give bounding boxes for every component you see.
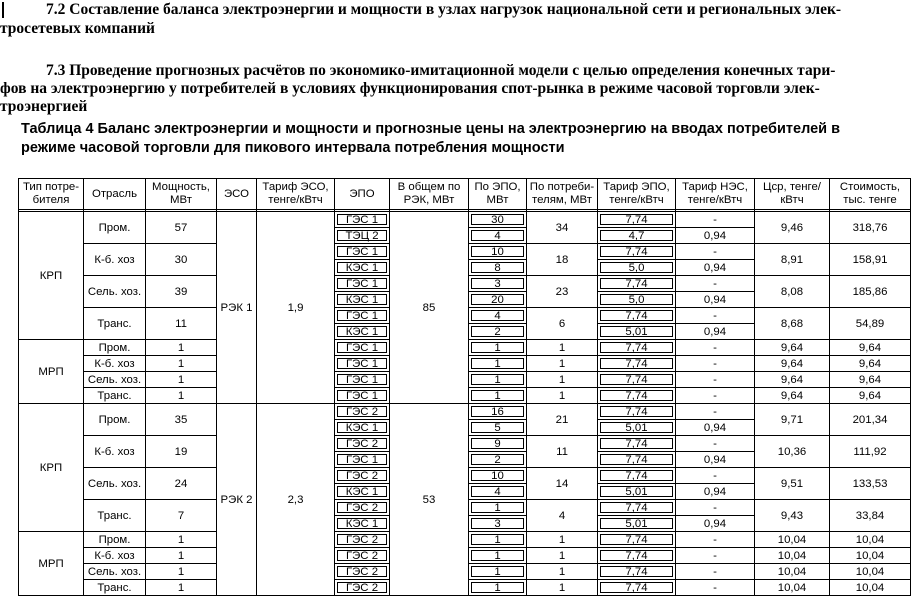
epo-cell: ГЭС 1 <box>335 340 390 356</box>
consumers-cell: 1 <box>527 340 598 356</box>
by-epo-cell: 8 <box>469 260 527 276</box>
industry-cell: К-б. хоз <box>84 548 146 564</box>
industry-cell: Сель. хоз. <box>84 468 146 500</box>
by-epo-cell: 1 <box>469 580 527 596</box>
cost-cell: 111,92 <box>830 436 911 468</box>
consumer-type-mrp: МРП <box>19 532 84 596</box>
industry-cell: Пром. <box>84 532 146 548</box>
epo-cell: ГЭС 1 <box>335 276 390 292</box>
tariff-nes-cell: - <box>676 388 755 404</box>
consumers-cell: 34 <box>527 212 598 244</box>
tariff-nes-cell: - <box>676 308 755 324</box>
by-epo-cell: 1 <box>469 340 527 356</box>
tariff-epo-cell: 5,01 <box>598 420 676 436</box>
consumers-cell: 1 <box>527 548 598 564</box>
consumer-type-mrp: МРП <box>19 340 84 404</box>
tariff-nes-cell: - <box>676 436 755 452</box>
avg-price-cell: 10,04 <box>755 548 830 564</box>
rek-total-cell: 53 <box>390 404 469 596</box>
tariff-nes-cell: - <box>676 500 755 516</box>
by-epo-cell: 2 <box>469 452 527 468</box>
epo-cell: ГЭС 1 <box>335 212 390 228</box>
cost-cell: 9,64 <box>830 372 911 388</box>
epo-cell: ТЭЦ 2 <box>335 228 390 244</box>
power-cell: 57 <box>146 212 217 244</box>
by-epo-cell: 1 <box>469 548 527 564</box>
consumers-cell: 18 <box>527 244 598 276</box>
power-cell: 1 <box>146 372 217 388</box>
consumers-cell: 23 <box>527 276 598 308</box>
industry-cell: Пром. <box>84 404 146 436</box>
epo-cell: ГЭС 1 <box>335 372 390 388</box>
consumer-type-krp: КРП <box>19 404 84 532</box>
tariff-nes-cell: - <box>676 468 755 484</box>
tariff-nes-cell: - <box>676 580 755 596</box>
tariff-epo-cell: 7,74 <box>598 404 676 420</box>
tariff-epo-cell: 4,7 <box>598 228 676 244</box>
tariff-nes-cell: 0,94 <box>676 324 755 340</box>
tariff-epo-cell: 5,0 <box>598 292 676 308</box>
tariff-epo-cell: 7,74 <box>598 436 676 452</box>
eso-tariff-cell: 2,3 <box>257 404 335 596</box>
power-cell: 19 <box>146 436 217 468</box>
tariff-nes-cell: - <box>676 548 755 564</box>
epo-cell: КЭС 1 <box>335 292 390 308</box>
avg-price-cell: 9,43 <box>755 500 830 532</box>
tariff-epo-cell: 7,74 <box>598 564 676 580</box>
power-cell: 1 <box>146 356 217 372</box>
by-epo-cell: 20 <box>469 292 527 308</box>
consumers-cell: 14 <box>527 468 598 500</box>
table-header-row <box>19 179 911 210</box>
cost-cell: 33,84 <box>830 500 911 532</box>
tariff-nes-cell: - <box>676 212 755 228</box>
balance-table <box>18 178 911 596</box>
avg-price-cell: 8,08 <box>755 276 830 308</box>
table-row <box>19 212 911 228</box>
epo-cell: ГЭС 1 <box>335 388 390 404</box>
eso-cell: РЭК 1 <box>217 212 257 404</box>
cost-cell: 10,04 <box>830 532 911 548</box>
consumer-type-krp: КРП <box>19 212 84 340</box>
tariff-epo-cell: 5,01 <box>598 484 676 500</box>
table-row <box>19 404 911 420</box>
epo-cell: ГЭС 2 <box>335 468 390 484</box>
tariff-epo-cell: 7,74 <box>598 500 676 516</box>
consumers-cell: 1 <box>527 564 598 580</box>
consumers-cell: 1 <box>527 580 598 596</box>
column-header: Мощность, МВт <box>146 179 217 210</box>
power-cell: 1 <box>146 564 217 580</box>
by-epo-cell: 5 <box>469 420 527 436</box>
epo-cell: КЭС 1 <box>335 484 390 500</box>
power-cell: 30 <box>146 244 217 276</box>
tariff-nes-cell: 0,94 <box>676 420 755 436</box>
power-cell: 39 <box>146 276 217 308</box>
tariff-epo-cell: 7,74 <box>598 212 676 228</box>
power-cell: 1 <box>146 548 217 564</box>
cost-cell: 185,86 <box>830 276 911 308</box>
tariff-epo-cell: 7,74 <box>598 244 676 260</box>
power-cell: 24 <box>146 468 217 500</box>
cost-cell: 158,91 <box>830 244 911 276</box>
power-cell: 1 <box>146 340 217 356</box>
power-cell: 1 <box>146 580 217 596</box>
tariff-epo-cell: 7,74 <box>598 548 676 564</box>
section-heading-7-3-cont: фов на электроэнергию у потребителей в условиях функционирования спот-рынка в режиме часовой торговли элек- <box>0 80 820 97</box>
cost-cell: 9,64 <box>830 356 911 372</box>
by-epo-cell: 16 <box>469 404 527 420</box>
tariff-epo-cell: 7,74 <box>598 356 676 372</box>
industry-cell: Сель. хоз. <box>84 564 146 580</box>
consumers-cell: 11 <box>527 436 598 468</box>
consumers-cell: 1 <box>527 356 598 372</box>
tariff-epo-cell: 7,74 <box>598 468 676 484</box>
by-epo-cell: 1 <box>469 500 527 516</box>
cost-cell: 10,04 <box>830 564 911 580</box>
column-header: По ЭПО, МВт <box>469 179 527 210</box>
cost-cell: 318,76 <box>830 212 911 244</box>
cost-cell: 10,04 <box>830 548 911 564</box>
by-epo-cell: 4 <box>469 484 527 500</box>
tariff-nes-cell: 0,94 <box>676 484 755 500</box>
tariff-epo-cell: 7,74 <box>598 532 676 548</box>
cost-cell: 201,34 <box>830 404 911 436</box>
epo-cell: ГЭС 2 <box>335 436 390 452</box>
column-header: По потреби-телям, МВт <box>527 179 598 210</box>
by-epo-cell: 10 <box>469 468 527 484</box>
industry-cell: Транс. <box>84 308 146 340</box>
tariff-nes-cell: - <box>676 564 755 580</box>
power-cell: 11 <box>146 308 217 340</box>
tariff-nes-cell: 0,94 <box>676 260 755 276</box>
consumers-cell: 1 <box>527 388 598 404</box>
industry-cell: К-б. хоз <box>84 436 146 468</box>
epo-cell: ГЭС 2 <box>335 580 390 596</box>
avg-price-cell: 8,68 <box>755 308 830 340</box>
consumers-cell: 6 <box>527 308 598 340</box>
column-header: Тариф ЭПО, тенге/кВтч <box>598 179 676 210</box>
consumers-cell: 21 <box>527 404 598 436</box>
tariff-epo-cell: 7,74 <box>598 388 676 404</box>
avg-price-cell: 9,64 <box>755 372 830 388</box>
by-epo-cell: 4 <box>469 308 527 324</box>
column-header: Отрасль <box>84 179 146 210</box>
by-epo-cell: 1 <box>469 532 527 548</box>
epo-cell: ГЭС 1 <box>335 356 390 372</box>
epo-cell: ГЭС 1 <box>335 308 390 324</box>
industry-cell: Транс. <box>84 388 146 404</box>
power-cell: 7 <box>146 500 217 532</box>
power-cell: 1 <box>146 532 217 548</box>
column-header: Тариф НЭС, тенге/кВтч <box>676 179 755 210</box>
cost-cell: 9,64 <box>830 340 911 356</box>
column-header: ЭПО <box>335 179 390 210</box>
power-cell: 35 <box>146 404 217 436</box>
section-heading-7-2: 7.2 Составление баланса электроэнергии и мощности в узлах нагрузок национальной сети и региональных элек- <box>46 1 842 18</box>
table-caption-line2: режиме часовой торговли для пикового интервала потребления мощности <box>21 140 565 156</box>
tariff-nes-cell: - <box>676 532 755 548</box>
by-epo-cell: 3 <box>469 276 527 292</box>
avg-price-cell: 9,71 <box>755 404 830 436</box>
tariff-nes-cell: 0,94 <box>676 292 755 308</box>
section-heading-7-2-cont: тросетевых компаний <box>0 20 155 37</box>
epo-cell: КЭС 1 <box>335 260 390 276</box>
column-header: Цср, тенге/кВтч <box>755 179 830 210</box>
cost-cell: 10,04 <box>830 580 911 596</box>
tariff-nes-cell: - <box>676 372 755 388</box>
tariff-nes-cell: 0,94 <box>676 452 755 468</box>
column-header: ЭСО <box>217 179 257 210</box>
industry-cell: Пром. <box>84 340 146 356</box>
epo-cell: ГЭС 2 <box>335 500 390 516</box>
by-epo-cell: 1 <box>469 388 527 404</box>
epo-cell: ГЭС 1 <box>335 244 390 260</box>
by-epo-cell: 2 <box>469 324 527 340</box>
cost-cell: 54,89 <box>830 308 911 340</box>
tariff-epo-cell: 7,74 <box>598 308 676 324</box>
by-epo-cell: 3 <box>469 516 527 532</box>
avg-price-cell: 10,04 <box>755 564 830 580</box>
by-epo-cell: 1 <box>469 372 527 388</box>
industry-cell: К-б. хоз <box>84 356 146 372</box>
by-epo-cell: 10 <box>469 244 527 260</box>
epo-cell: ГЭС 2 <box>335 404 390 420</box>
tariff-nes-cell: 0,94 <box>676 516 755 532</box>
tariff-epo-cell: 5,01 <box>598 324 676 340</box>
avg-price-cell: 10,04 <box>755 532 830 548</box>
avg-price-cell: 8,91 <box>755 244 830 276</box>
table-caption-line1: Таблица 4 Баланс электроэнергии и мощности и прогнозные цены на электроэнергию на вводах потребителей в <box>21 121 841 137</box>
tariff-epo-cell: 7,74 <box>598 372 676 388</box>
column-header: Стоимость, тыс. тенге <box>830 179 911 210</box>
tariff-epo-cell: 7,74 <box>598 340 676 356</box>
consumers-cell: 4 <box>527 500 598 532</box>
by-epo-cell: 1 <box>469 356 527 372</box>
industry-cell: Транс. <box>84 500 146 532</box>
epo-cell: ГЭС 2 <box>335 532 390 548</box>
by-epo-cell: 30 <box>469 212 527 228</box>
avg-price-cell: 9,51 <box>755 468 830 500</box>
column-header: В общем по РЭК, МВт <box>390 179 469 210</box>
eso-tariff-cell: 1,9 <box>257 212 335 404</box>
column-header: Тариф ЭСО, тенге/кВтч <box>257 179 335 210</box>
epo-cell: КЭС 1 <box>335 516 390 532</box>
industry-cell: Сель. хоз. <box>84 372 146 388</box>
by-epo-cell: 4 <box>469 228 527 244</box>
tariff-epo-cell: 5,0 <box>598 260 676 276</box>
industry-cell: Сель. хоз. <box>84 276 146 308</box>
epo-cell: КЭС 1 <box>335 420 390 436</box>
tariff-epo-cell: 5,01 <box>598 516 676 532</box>
power-cell: 1 <box>146 388 217 404</box>
tariff-nes-cell: - <box>676 340 755 356</box>
epo-cell: КЭС 1 <box>335 324 390 340</box>
tariff-nes-cell: - <box>676 244 755 260</box>
industry-cell: Пром. <box>84 212 146 244</box>
epo-cell: ГЭС 2 <box>335 548 390 564</box>
avg-price-cell: 9,64 <box>755 356 830 372</box>
by-epo-cell: 1 <box>469 564 527 580</box>
industry-cell: К-б. хоз <box>84 244 146 276</box>
tariff-epo-cell: 7,74 <box>598 276 676 292</box>
industry-cell: Транс. <box>84 580 146 596</box>
tariff-nes-cell: - <box>676 276 755 292</box>
avg-price-cell: 9,46 <box>755 212 830 244</box>
column-header: Тип потре-бителя <box>19 179 84 210</box>
cost-cell: 9,64 <box>830 388 911 404</box>
epo-cell: ГЭС 2 <box>335 564 390 580</box>
tariff-nes-cell: - <box>676 356 755 372</box>
avg-price-cell: 9,64 <box>755 340 830 356</box>
avg-price-cell: 10,04 <box>755 580 830 596</box>
consumers-cell: 1 <box>527 372 598 388</box>
eso-cell: РЭК 2 <box>217 404 257 596</box>
tariff-nes-cell: - <box>676 404 755 420</box>
rek-total-cell: 85 <box>390 212 469 404</box>
avg-price-cell: 9,64 <box>755 388 830 404</box>
epo-cell: ГЭС 1 <box>335 452 390 468</box>
section-heading-7-3-cont2: троэнергией <box>0 98 88 115</box>
tariff-epo-cell: 7,74 <box>598 452 676 468</box>
section-heading-7-3: 7.3 Проведение прогнозных расчётов по экономико-имитационной модели с целью определения конечных тари- <box>46 62 836 79</box>
table-caption <box>21 120 901 158</box>
by-epo-cell: 9 <box>469 436 527 452</box>
tariff-nes-cell: 0,94 <box>676 228 755 244</box>
tariff-epo-cell: 7,74 <box>598 580 676 596</box>
consumers-cell: 1 <box>527 532 598 548</box>
avg-price-cell: 10,36 <box>755 436 830 468</box>
cost-cell: 133,53 <box>830 468 911 500</box>
